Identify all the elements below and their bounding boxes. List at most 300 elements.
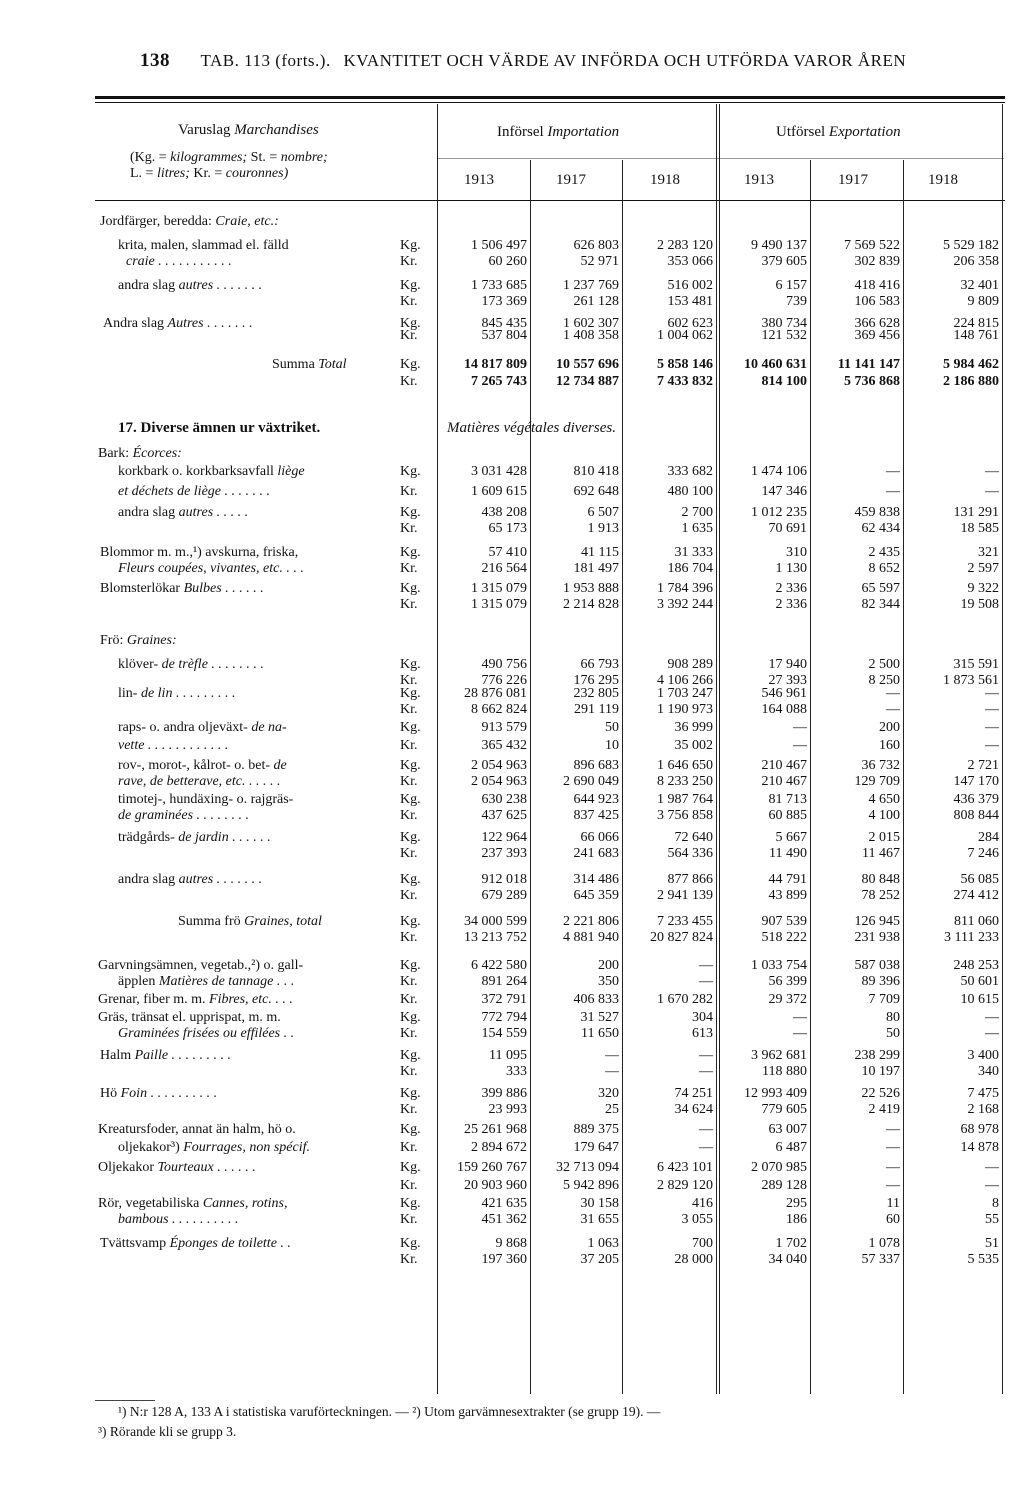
value-cell: 2 070 985 <box>751 1160 807 1175</box>
value-cell: 5 942 896 <box>563 1178 619 1193</box>
row-label-text: Blomsterlökar <box>100 581 184 596</box>
value-cell: 3 400 <box>967 1048 999 1063</box>
row2-label-6 <box>118 561 304 577</box>
row2-label-14 <box>118 720 287 736</box>
row-label-text: äpplen <box>118 974 159 989</box>
row-label-text: Kreatursfoder, annat än halm, hö o. <box>98 1122 296 1137</box>
unit-label: Kg. <box>400 278 421 293</box>
row-label-text: Gräs, tränsat el. upprispat, m. m. <box>98 1010 281 1025</box>
section-17-title-fr: Matières végétales diverses. <box>447 420 616 436</box>
value-cell: 2 054 963 <box>471 774 527 789</box>
value-cell: 55 <box>985 1212 999 1227</box>
unit-label: Kg. <box>400 1122 421 1137</box>
unit-label: Kr. <box>400 328 418 343</box>
row-label-fr: autres . . . . . . . <box>178 278 263 293</box>
value-cell: 366 628 <box>854 316 900 331</box>
row-label-fr: rave, de betterave, etc. . . . . . <box>118 774 281 789</box>
value-cell: 2 894 672 <box>471 1140 527 1155</box>
value-cell: 1 408 358 <box>563 328 619 343</box>
unit-label: Kr. <box>400 974 418 989</box>
row-label-text: oljekakor³) <box>118 1140 184 1155</box>
row2-label-10 <box>118 657 264 673</box>
unit-label: Kr. <box>400 930 418 945</box>
unit-label: Kg. <box>400 1196 421 1211</box>
value-cell: — <box>793 1026 807 1041</box>
value-cell: 2 015 <box>868 830 900 845</box>
value-cell: 877 866 <box>667 872 713 887</box>
value-cell: 200 <box>879 720 900 735</box>
value-cell: 1 012 235 <box>751 505 807 520</box>
value-cell: 6 422 580 <box>471 958 527 973</box>
value-cell: 613 <box>692 1026 713 1041</box>
row-label-text: lin- <box>118 686 141 701</box>
row2-label-0 <box>98 446 182 462</box>
value-cell: 10 615 <box>960 992 999 1007</box>
value-cell: 3 055 <box>681 1212 713 1227</box>
value-cell: 57 410 <box>488 545 527 560</box>
unit-label: Kg. <box>400 686 421 701</box>
value-cell: 380 734 <box>761 316 807 331</box>
value-cell: 5 529 182 <box>943 238 999 253</box>
row-label-text: Andra slag <box>103 316 168 331</box>
value-cell: 9 868 <box>495 1236 527 1251</box>
value-cell: 32 401 <box>960 278 999 293</box>
value-cell: 11 490 <box>769 846 807 861</box>
row2-label-2 <box>118 484 270 500</box>
value-cell: 416 <box>692 1196 713 1211</box>
value-cell: 122 964 <box>481 830 527 845</box>
top-rule <box>95 96 1005 99</box>
row2-label-30 <box>118 1026 294 1042</box>
row-label-fr: de <box>273 758 287 773</box>
row2-label-19 <box>118 808 249 824</box>
row-label-fr: Bulbes . . . . . . <box>183 581 264 596</box>
value-cell: 302 839 <box>854 254 900 269</box>
row2-label-24 <box>178 914 322 930</box>
value-cell: 379 605 <box>761 254 807 269</box>
value-cell: 25 <box>605 1102 619 1117</box>
row2-label-5 <box>100 545 298 561</box>
value-cell: 587 038 <box>854 958 900 973</box>
value-cell: 8 662 824 <box>471 702 527 717</box>
value-cell: 197 360 <box>481 1252 527 1267</box>
value-cell: 17 940 <box>768 657 807 672</box>
value-cell: 81 713 <box>768 792 807 807</box>
value-cell: 10 197 <box>861 1064 900 1079</box>
row-label-text: trädgårds- <box>118 830 179 845</box>
value-cell: 4 650 <box>868 792 900 807</box>
value-cell: 1 913 <box>587 521 619 536</box>
value-cell: 14 878 <box>960 1140 999 1155</box>
value-cell: 74 251 <box>674 1086 713 1101</box>
value-cell: 4 106 266 <box>657 673 713 688</box>
value-cell: 700 <box>692 1236 713 1251</box>
value-cell: 321 <box>978 545 999 560</box>
row-label-text: andra slag <box>118 505 179 520</box>
value-cell: 310 <box>786 545 807 560</box>
value-cell: 490 756 <box>481 657 527 672</box>
value-cell: 25 261 968 <box>464 1122 527 1137</box>
value-cell: 315 591 <box>953 657 999 672</box>
top-rule-thin <box>95 102 1005 103</box>
row-label-1 <box>118 238 289 254</box>
value-cell: 772 794 <box>481 1010 527 1025</box>
value-cell: 153 481 <box>667 294 713 309</box>
value-cell: 1 784 396 <box>657 581 713 596</box>
value-cell: 2 168 <box>967 1102 999 1117</box>
value-cell: 80 <box>886 1010 900 1025</box>
value-cell: 62 434 <box>861 521 900 536</box>
value-cell: 5 535 <box>967 1252 999 1267</box>
row-label-text: andra slag <box>118 278 179 293</box>
value-cell: 1 702 <box>775 1236 807 1251</box>
value-cell: 1 703 247 <box>657 686 713 701</box>
row-label-fr: et déchets de liège . . . . . . . <box>118 484 271 499</box>
value-cell: 2 597 <box>967 561 999 576</box>
row2-label-17 <box>118 774 281 790</box>
value-cell: 34 000 599 <box>464 914 527 929</box>
value-cell: 63 007 <box>768 1122 807 1137</box>
value-cell: 186 704 <box>667 561 713 576</box>
value-cell: 912 018 <box>481 872 527 887</box>
year-import-1917: 1917 <box>556 172 586 188</box>
value-cell: 10 557 696 <box>556 357 619 372</box>
value-cell: 173 369 <box>481 294 527 309</box>
row-label-2 <box>126 254 232 270</box>
value-cell: 147 346 <box>761 484 807 499</box>
value-cell: 19 508 <box>960 597 999 612</box>
value-cell: 602 623 <box>667 316 713 331</box>
value-cell: 65 173 <box>488 521 527 536</box>
value-cell: — <box>985 1010 999 1025</box>
value-cell: 779 605 <box>761 1102 807 1117</box>
value-cell: 1 190 973 <box>657 702 713 717</box>
row2-label-33 <box>100 1086 217 1102</box>
year-export-1917: 1917 <box>838 172 868 188</box>
row-label-fr: de lin . . . . . . . . . <box>140 686 236 701</box>
col-rule <box>530 160 531 1394</box>
value-cell: 206 358 <box>953 254 999 269</box>
unit-label: Kg. <box>400 545 421 560</box>
row-label-3 <box>118 278 262 294</box>
value-cell: 51 <box>985 1236 999 1251</box>
value-cell: 6 157 <box>775 278 807 293</box>
unit-label: Kr. <box>400 1064 418 1079</box>
value-cell: 907 539 <box>761 914 807 929</box>
row-label-fr: de jardin . . . . . . <box>178 830 271 845</box>
value-cell: 3 392 244 <box>657 597 713 612</box>
unit-label: Kr. <box>400 774 418 789</box>
value-cell: 776 226 <box>481 673 527 688</box>
value-cell: 2 941 139 <box>657 888 713 903</box>
row-label-text: korkbark o. korkbarksavfall <box>118 464 278 479</box>
year-import-1918: 1918 <box>650 172 680 188</box>
value-cell: — <box>699 1122 713 1137</box>
value-cell: 1 063 <box>587 1236 619 1251</box>
value-cell: 224 815 <box>953 316 999 331</box>
value-cell: 3 962 681 <box>751 1048 807 1063</box>
value-cell: 1 873 561 <box>943 673 999 688</box>
value-cell: — <box>886 464 900 479</box>
value-cell: 459 838 <box>854 505 900 520</box>
value-cell: 2 283 120 <box>657 238 713 253</box>
value-cell: 2 336 <box>775 581 807 596</box>
units-line1-c: St. = <box>247 150 281 165</box>
value-cell: 131 291 <box>953 505 999 520</box>
unit-label: Kr. <box>400 1252 418 1267</box>
row-label-text: Halm <box>100 1048 135 1063</box>
value-cell: — <box>985 464 999 479</box>
row-label-fr: bambous . . . . . . . . . . <box>118 1212 239 1227</box>
value-cell: 160 <box>879 738 900 753</box>
value-cell: 9 809 <box>967 294 999 309</box>
row-label-fr: Foin . . . . . . . . . . <box>120 1086 218 1101</box>
value-cell: 2 500 <box>868 657 900 672</box>
col-rule <box>903 160 904 1394</box>
unit-label: Kr. <box>400 561 418 576</box>
value-cell: 891 264 <box>481 974 527 989</box>
row2-label-28 <box>98 992 293 1008</box>
value-cell: 70 691 <box>768 521 807 536</box>
unit-label: Kr. <box>400 738 418 753</box>
row2-label-16 <box>118 758 287 774</box>
value-cell: — <box>985 1160 999 1175</box>
value-cell: 20 903 960 <box>464 1178 527 1193</box>
row-label-fr: autres . . . . . <box>178 505 249 520</box>
row-label-fr: de na- <box>251 720 287 735</box>
value-cell: 238 299 <box>854 1048 900 1063</box>
header-bottom-rule <box>95 200 1005 201</box>
value-cell: 66 793 <box>580 657 619 672</box>
value-cell: — <box>699 974 713 989</box>
value-cell: 546 961 <box>761 686 807 701</box>
row-label-text: Blommor m. m.,¹) avskurna, friska, <box>100 545 299 560</box>
value-cell: 808 844 <box>953 808 999 823</box>
value-cell: 369 456 <box>854 328 900 343</box>
unit-label: Kg. <box>400 1086 421 1101</box>
value-cell: 6 507 <box>587 505 619 520</box>
value-cell: 1 602 307 <box>563 316 619 331</box>
unit-label: Kg. <box>400 720 421 735</box>
row2-label-7 <box>100 581 264 597</box>
value-cell: 159 260 767 <box>457 1160 527 1175</box>
row2-label-22 <box>118 872 262 888</box>
value-cell: 60 885 <box>768 808 807 823</box>
value-cell: 30 158 <box>580 1196 619 1211</box>
value-cell: 31 527 <box>580 1010 619 1025</box>
value-cell: 52 971 <box>580 254 619 269</box>
value-cell: 11 467 <box>862 846 900 861</box>
value-cell: 147 170 <box>953 774 999 789</box>
row-label-fr: liège <box>277 464 305 479</box>
value-cell: 11 650 <box>581 1026 619 1041</box>
col-rule <box>1002 104 1003 1394</box>
value-cell: 438 208 <box>481 505 527 520</box>
value-cell: 10 460 631 <box>744 357 807 372</box>
value-cell: 480 100 <box>667 484 713 499</box>
value-cell: 437 625 <box>481 808 527 823</box>
value-cell: 291 119 <box>574 702 619 717</box>
value-cell: 210 467 <box>761 774 807 789</box>
value-cell: — <box>793 738 807 753</box>
value-cell: 1 670 282 <box>657 992 713 1007</box>
unit-label: Kr. <box>400 597 418 612</box>
value-cell: 845 435 <box>481 316 527 331</box>
value-cell: — <box>985 738 999 753</box>
row2-label-1 <box>118 464 305 480</box>
footnote-2: ³) Rörande kli se grupp 3. <box>98 1424 237 1439</box>
value-cell: 43 899 <box>768 888 807 903</box>
row-label-fr: Fleurs coupées, vivantes, etc. . . . <box>118 561 304 576</box>
value-cell: 2 690 049 <box>563 774 619 789</box>
year-export-1918: 1918 <box>928 172 958 188</box>
value-cell: 37 205 <box>580 1252 619 1267</box>
row-label-fr: Matières de tannage . . . <box>158 974 295 989</box>
export-label: Utförsel <box>776 124 826 140</box>
row2-label-39 <box>98 1196 287 1212</box>
value-cell: — <box>886 1160 900 1175</box>
value-cell: 11 095 <box>489 1048 527 1063</box>
row-label-fr: Écorces: <box>132 446 182 461</box>
unit-label: Kr. <box>400 846 418 861</box>
row-label-fr: Craie, etc.: <box>215 214 279 229</box>
value-cell: 121 532 <box>761 328 807 343</box>
value-cell: 2 829 120 <box>657 1178 713 1193</box>
varuslag-label: Varuslag <box>178 122 231 138</box>
row-label-fr: Paille . . . . . . . . . <box>134 1048 232 1063</box>
row2-label-20 <box>118 830 271 846</box>
value-cell: 2 336 <box>775 597 807 612</box>
value-cell: — <box>605 1064 619 1079</box>
value-cell: 34 624 <box>674 1102 713 1117</box>
value-cell: 66 066 <box>580 830 619 845</box>
row2-label-3 <box>118 505 248 521</box>
value-cell: 2 700 <box>681 505 713 520</box>
value-cell: 28 000 <box>674 1252 713 1267</box>
value-cell: 2 186 880 <box>943 374 999 389</box>
value-cell: 284 <box>978 830 999 845</box>
value-cell: 36 732 <box>861 758 900 773</box>
value-cell: 333 <box>506 1064 527 1079</box>
value-cell: 12 734 887 <box>556 374 619 389</box>
value-cell: 80 848 <box>861 872 900 887</box>
row-label-text: Hö <box>100 1086 121 1101</box>
value-cell: 9 490 137 <box>751 238 807 253</box>
value-cell: 8 233 250 <box>657 774 713 789</box>
row-label-fr: Graines: <box>126 633 177 648</box>
unit-label: Kr. <box>400 992 418 1007</box>
value-cell: 679 289 <box>481 888 527 903</box>
value-cell: 89 396 <box>861 974 900 989</box>
value-cell: 340 <box>978 1064 999 1079</box>
unit-label: Kg. <box>400 1236 421 1251</box>
row2-label-37 <box>98 1160 256 1176</box>
value-cell: 7 433 832 <box>657 374 713 389</box>
value-cell: 14 817 809 <box>464 357 527 372</box>
value-cell: 2 419 <box>868 1102 900 1117</box>
units-line2-a: L. = <box>130 166 157 181</box>
unit-label: Kr. <box>400 1140 418 1155</box>
row2-label-41 <box>100 1236 291 1252</box>
unit-label: Kr. <box>400 1178 418 1193</box>
value-cell: 60 <box>886 1212 900 1227</box>
value-cell: — <box>886 1122 900 1137</box>
value-cell: 5 858 146 <box>657 357 713 372</box>
unit-label: Kg. <box>400 657 421 672</box>
value-cell: 2 214 828 <box>563 597 619 612</box>
value-cell: 3 756 858 <box>657 808 713 823</box>
value-cell: — <box>699 1140 713 1155</box>
import-fr: Importation <box>547 124 620 140</box>
value-cell: 304 <box>692 1010 713 1025</box>
value-cell: 518 222 <box>761 930 807 945</box>
page-title: KVANTITET OCH VÄRDE AV INFÖRDA OCH UTFÖRDA VAROR ÅREN <box>343 51 907 70</box>
value-cell: 57 337 <box>861 1252 900 1267</box>
value-cell: 12 993 409 <box>744 1086 807 1101</box>
row2-label-29 <box>98 1010 281 1026</box>
row-label-text: Rör, vegetabiliska <box>98 1196 203 1211</box>
value-cell: 5 667 <box>775 830 807 845</box>
value-cell: 1 315 079 <box>471 597 527 612</box>
value-cell: 333 682 <box>667 464 713 479</box>
row-label-text: Summa <box>272 357 319 372</box>
row-label-fr: Total <box>318 357 347 372</box>
unit-label: Kr. <box>400 521 418 536</box>
value-cell: 20 827 824 <box>650 930 713 945</box>
unit-label: Kr. <box>400 1026 418 1041</box>
unit-label: Kg. <box>400 316 421 331</box>
value-cell: — <box>886 1140 900 1155</box>
value-cell: 82 344 <box>861 597 900 612</box>
row2-label-15 <box>118 738 228 754</box>
unit-label: Kr. <box>400 702 418 717</box>
value-cell: 811 060 <box>954 914 999 929</box>
value-cell: 4 881 940 <box>563 930 619 945</box>
value-cell: — <box>699 1064 713 1079</box>
value-cell: 1 237 769 <box>563 278 619 293</box>
value-cell: — <box>605 1048 619 1063</box>
row2-label-40 <box>118 1212 239 1228</box>
col-rule <box>810 160 811 1394</box>
row-label-fr: Éponges de toilette . . <box>169 1236 291 1251</box>
value-cell: 626 803 <box>573 238 619 253</box>
value-cell: 118 880 <box>762 1064 807 1079</box>
row-label-fr: Fourrages, non spécif. <box>183 1140 310 1155</box>
value-cell: 65 597 <box>861 581 900 596</box>
value-cell: 2 721 <box>967 758 999 773</box>
value-cell: — <box>699 958 713 973</box>
value-cell: 248 253 <box>953 958 999 973</box>
value-cell: 50 601 <box>960 974 999 989</box>
value-cell: 274 412 <box>953 888 999 903</box>
row-label-fr: vette . . . . . . . . . . . . <box>118 738 229 753</box>
value-cell: 314 486 <box>573 872 619 887</box>
value-cell: 50 <box>886 1026 900 1041</box>
value-cell: 2 435 <box>868 545 900 560</box>
value-cell: 350 <box>598 974 619 989</box>
value-cell: 11 <box>886 1196 900 1211</box>
section-17-title: 17. Diverse ämnen ur växtriket. <box>118 420 321 436</box>
value-cell: 908 289 <box>667 657 713 672</box>
col-rule <box>719 104 720 1394</box>
unit-label: Kg. <box>400 792 421 807</box>
value-cell: — <box>985 1026 999 1041</box>
unit-label: Kg. <box>400 1048 421 1063</box>
row2-label-36 <box>118 1140 310 1156</box>
value-cell: 10 <box>605 738 619 753</box>
value-cell: — <box>699 1048 713 1063</box>
page-number: 138 <box>140 50 170 71</box>
